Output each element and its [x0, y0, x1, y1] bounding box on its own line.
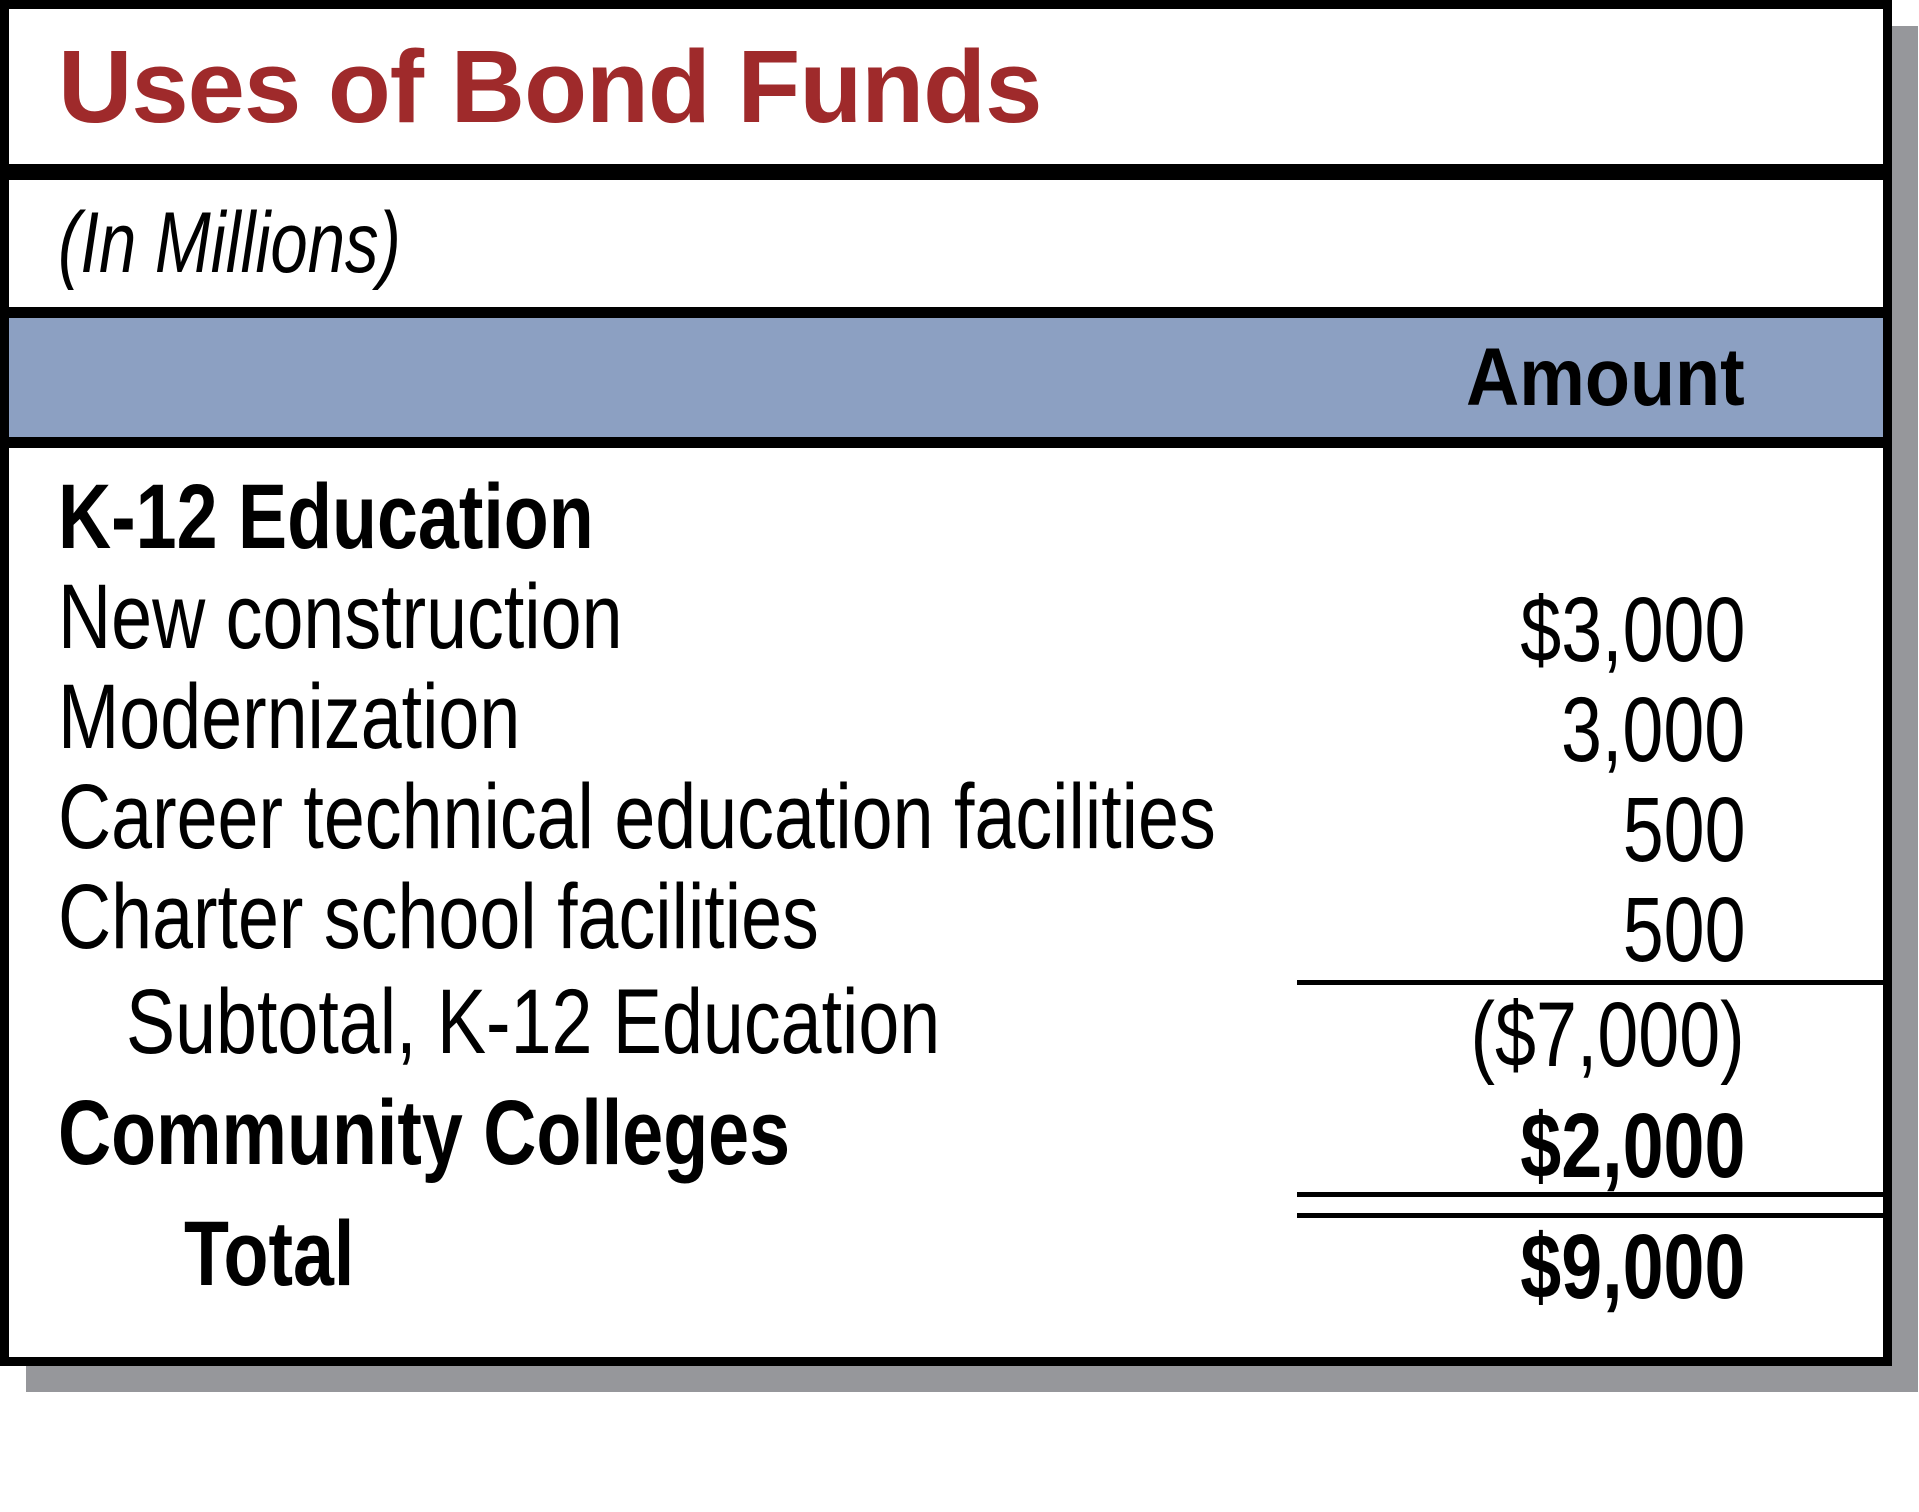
- row-label: Subtotal, K-12 Education: [126, 970, 941, 1073]
- row-amount: ($7,000): [1470, 983, 1745, 1086]
- row-label: Community Colleges: [58, 1081, 791, 1184]
- table-subtitle: (In Millions): [58, 195, 401, 291]
- row-label: Modernization: [58, 665, 521, 768]
- title-separator: [9, 164, 1883, 180]
- subtitle-separator: [9, 307, 1883, 318]
- row-amount: 500: [1622, 878, 1745, 981]
- header-band: [9, 318, 1883, 437]
- amount-column-header: Amount: [1466, 331, 1745, 423]
- subtitle-bar: [9, 180, 1883, 307]
- table-body: [9, 465, 1883, 1318]
- row-label: K-12 Education: [58, 465, 594, 568]
- row-amount: 3,000: [1560, 678, 1745, 781]
- row-label: Career technical education facilities: [58, 765, 1216, 868]
- row-label: Charter school facilities: [58, 865, 819, 968]
- row-label: Total: [184, 1202, 355, 1305]
- row-charter-school-facilities: [9, 865, 1883, 981]
- title-bar: [9, 9, 1883, 164]
- header-separator: [9, 437, 1883, 448]
- row-subtotal-k12: [9, 970, 1883, 1086]
- row-amount: $2,000: [1519, 1094, 1745, 1197]
- row-total: [9, 1202, 1883, 1318]
- row-amount: $3,000: [1519, 578, 1745, 681]
- page-title: Uses of Bond Funds: [58, 28, 1042, 144]
- row-label: New construction: [58, 565, 623, 668]
- row-community-colleges: [9, 1081, 1883, 1197]
- row-amount: 500: [1622, 778, 1745, 881]
- row-amount: $9,000: [1519, 1215, 1745, 1318]
